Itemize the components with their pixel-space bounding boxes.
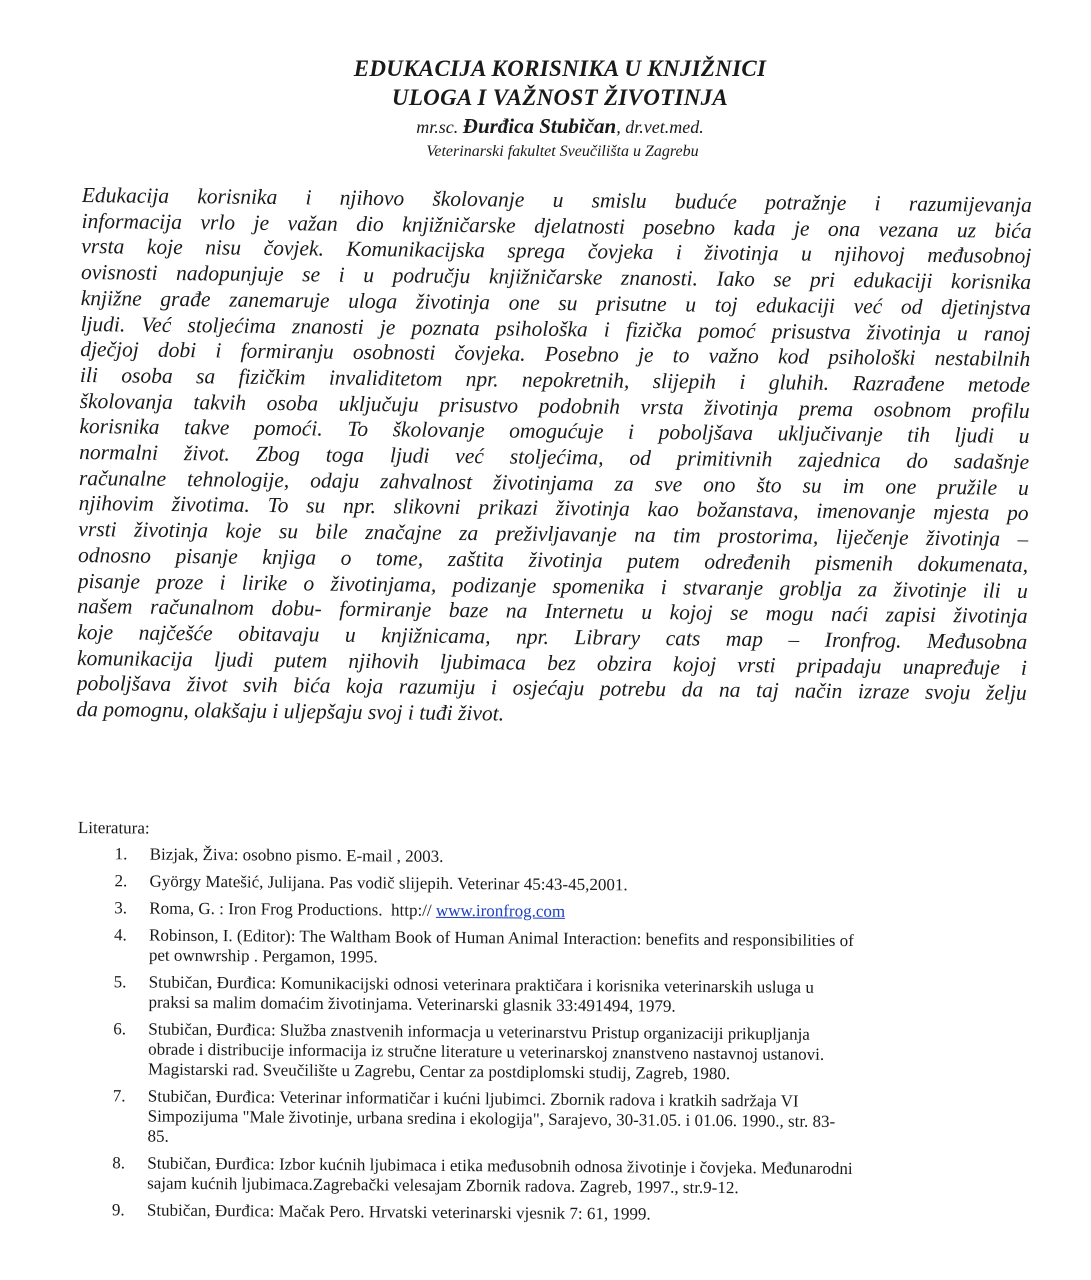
references-heading: Literatura:: [77, 818, 150, 838]
body-line: pisanje proze i lirike o životinjama, podizanje spomenika i stvaranje groblja za životinje ili u: [77, 568, 1028, 603]
body-line: koje najčešće obitavaju u knjižnicama, npr. Library cats map – Ironfrog. Međusobna: [77, 619, 1028, 654]
reference-text: Simpozijuma "Male životinje, urbana sredina i ekologija", Sarajevo, 30-31.05. i 01.06. 1990., str. 83-: [147, 1106, 836, 1131]
author-affiliation: Veterinarski fakultet Sveučilišta u Zagrebu: [426, 143, 699, 160]
body-line: školovanja takvih osoba uključuju prisustvo podobnih vrsta životinja prema osobnom profilu: [79, 388, 1030, 423]
body-line: knjižne građe zanemaruje uloga životinja one su prisutne u toj edukaciji već od djetinjstva: [80, 285, 1031, 320]
reference-number: 1.: [114, 844, 128, 864]
body-line: vrsti životinja koje su bile značajne za preživljavanje na tim prostorima, liječenje životinja –: [78, 517, 1029, 552]
reference-number: 3.: [114, 898, 128, 918]
references-section: [75, 818, 1038, 1235]
body-line: ljudi. Već stoljećima znanosti je poznata psihološka i fizička pomoć prisustva životinja u ranoj: [80, 311, 1031, 346]
author-prefix: mr.sc.: [416, 117, 459, 137]
reference-number: 5.: [113, 972, 127, 992]
body-line: odnosno pisanje knjiga o tome, zaštita životinja putem određenih pismenih dokumenata,: [77, 542, 1029, 577]
body-line: računalne tehnologije, odaju zahvalnost životinjama za sve ono što su im one pružile u: [78, 465, 1029, 500]
reference-text: obrade i distribucije informacija iz stručne literature u veterinarskoj znanstveno nastavnoj ustanovi.: [148, 1039, 825, 1064]
reference-number: 4.: [114, 925, 127, 945]
title-line-1: EDUKACIJA KORISNIKA U KNJIŽNICI: [353, 56, 767, 81]
reference-item: [76, 972, 1036, 1020]
body-line: našem računalnom dobu- formiranje baze na Internetu u kojoj se mogu naći zapisi životinja: [77, 594, 1028, 629]
reference-text: Stubičan, Đurđica: Mačak Pero. Hrvatski veterinarski vjesnik 7: 61, 1999.: [146, 1200, 651, 1224]
reference-item: [77, 925, 1037, 973]
reference-text: Stubičan, Đurđica: Komunikacijski odnosi veterinara praktičara i korisnika veterinarskih usluga u: [148, 972, 814, 997]
abstract-body: [76, 183, 1032, 733]
ironfrog-link[interactable]: www.ironfrog.com: [435, 900, 566, 921]
title-line-2: ULOGA I VAŽNOST ŽIVOTINJA: [391, 85, 729, 110]
reference-text: 85.: [147, 1126, 169, 1146]
reference-item: [75, 1200, 1035, 1228]
reference-number: 2.: [114, 871, 128, 891]
reference-text: Stubičan, Đurđica: Veterinar informatičar i kućni ljubimci. Zbornik radova i kratkih sadržaja VI: [147, 1086, 799, 1111]
reference-number: 8.: [112, 1153, 126, 1173]
reference-text-prefix: Roma, G. : Iron Frog Productions. http://: [149, 898, 437, 920]
body-line: ovisnosti nadopunjuje se i u području knjižničarske znanosti. Iako se pri edukaciji korisnika: [80, 260, 1032, 295]
author-name: Đurđica Stubičan: [462, 114, 617, 138]
body-line: poboljšava život svih bića koja razumiju i osjećaju potrebu da na taj način izraze svoju želju: [76, 671, 1027, 706]
reference-text: Stubičan, Đurđica: Izbor kućnih ljubimaca i etika međusobnih odnosa životinje i čovjeka. Međunarodni: [147, 1153, 853, 1179]
body-line: njihovim životima. To su npr. slikovni prikazi životinja kao božanstava, imenovanje mjesta po: [78, 491, 1029, 526]
body-line: normalni život. Zbog toga ljudi već stoljećima, od primitivnih zajednica do sadašnje: [79, 440, 1030, 474]
reference-text: György Matešić, Julijana. Pas vodič slijepih. Veterinar 45:43-45,2001.: [149, 871, 628, 895]
body-line: ili osoba sa fizičkim invaliditetom npr. nepokretnih, slijepih i gluhih. Razrađene metode: [79, 362, 1031, 397]
reference-item: [78, 844, 1038, 872]
reference-text: sajam kućnih ljubimaca.Zagrebački velesajam Zbornik radova. Zagreb, 1997., str.9-12.: [147, 1173, 739, 1198]
reference-item: [77, 871, 1037, 899]
reference-item: [77, 898, 1037, 926]
reference-text: Magistarski rad. Sveučilište u Zagrebu, Centar za postdiplomski studij, Zagreb, 1980.: [147, 1059, 731, 1084]
body-line: korisnika takve pomoći. To školovanje omogućuje i poboljšava uključivanje tih ljudi u: [79, 414, 1030, 449]
reference-number: 7.: [112, 1086, 126, 1106]
author-suffix: , dr.vet.med.: [616, 117, 704, 137]
body-line: informacija vrlo je važan dio knjižničarske djelatnosti posebno kada je ona vezana uz bića: [81, 208, 1032, 243]
reference-text: [149, 899, 1037, 926]
body-line: da pomognu, olakšaju i uljepšaju svoj i tuđi život.: [76, 697, 505, 726]
reference-text: pet ownwrship . Pergamon, 1995.: [148, 945, 378, 967]
reference-item: [76, 1019, 1036, 1087]
reference-number: 9.: [111, 1200, 125, 1220]
reference-text: Stubičan, Đurđica: Služba znastvenih informacja u veterinarstvu Pristup organizaciji prikupljanja: [148, 1019, 810, 1044]
reference-text: praksi sa malim domaćim životinjama. Veterinarski glasnik 33:491494, 1979.: [148, 992, 676, 1016]
reference-item: [75, 1086, 1035, 1154]
reference-text: Robinson, I. (Editor): The Waltham Book of Human Animal Interaction: benefits and responsibilities of: [149, 925, 854, 951]
body-line: Edukacija korisnika i njihovo školovanje u smislu buduće potražnje i razumijevanja: [81, 183, 1032, 217]
reference-text: Bizjak, Živa: osobno pismo. E-mail , 2003.: [149, 844, 444, 866]
author-line: [0, 114, 1091, 139]
reference-item: [75, 1153, 1035, 1201]
body-line: komunikacija ljudi putem njihovih ljubimaca bez obzira kojoj vrsti pripadaju unapređuje i: [76, 645, 1028, 680]
body-line: dječjoj dobi i formiranju osobnosti čovjeka. Posebno je to važno kod psihološki nestabilnih: [80, 337, 1031, 372]
reference-number: 6.: [113, 1019, 127, 1039]
body-line: vrsta koje nisu čovjek. Komunikacijska sprega čovjeka i životinja u njihovoj međusobnoj: [81, 234, 1032, 269]
